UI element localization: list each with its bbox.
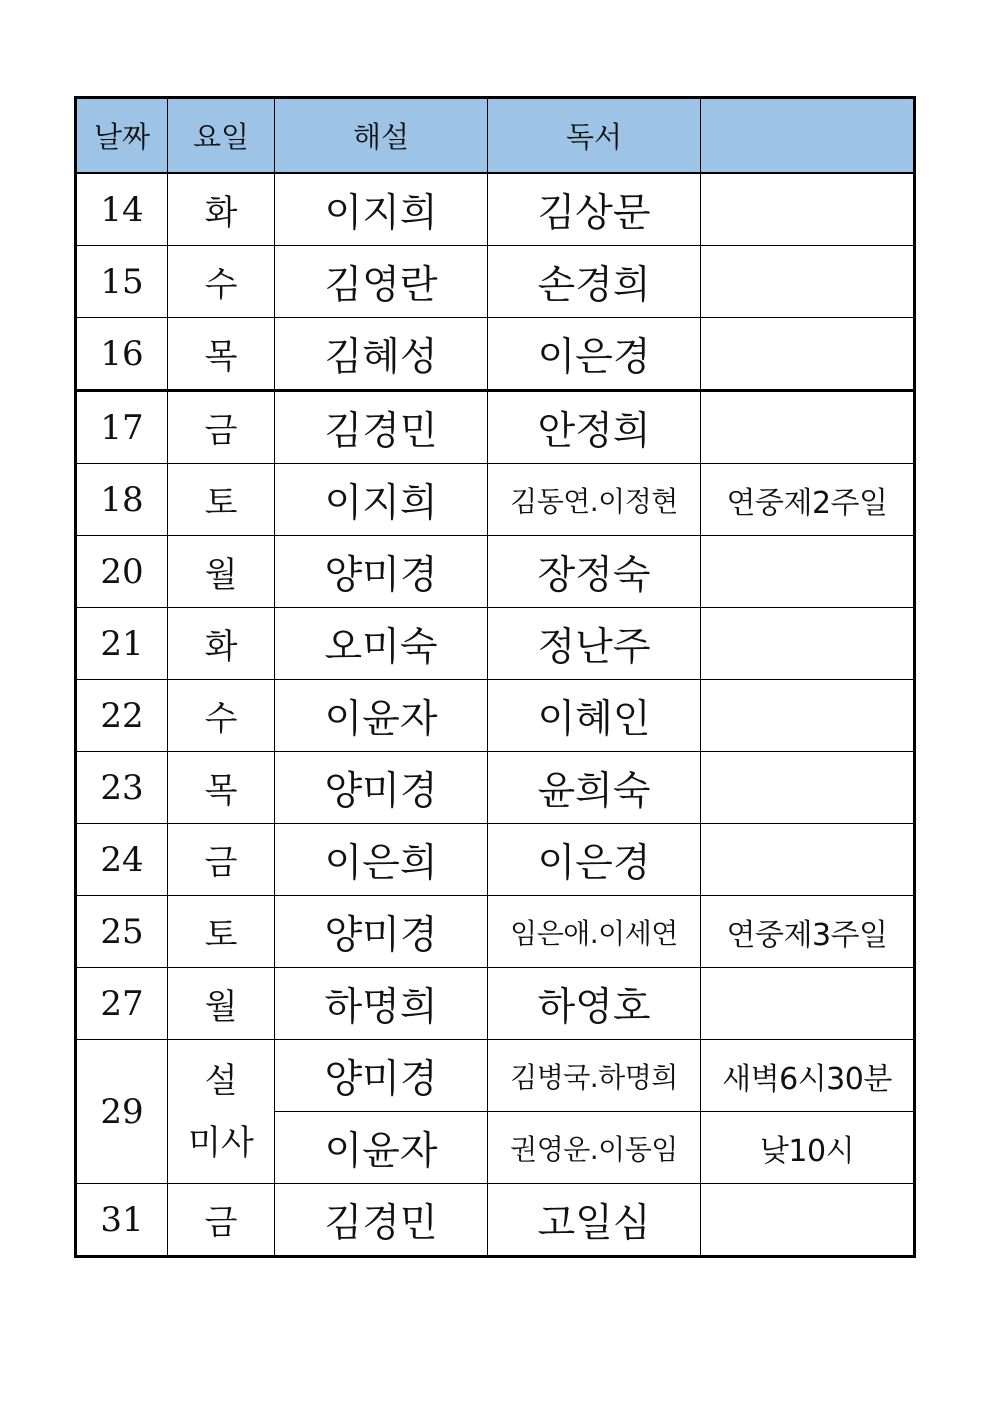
note-cell bbox=[701, 608, 915, 680]
note-cell bbox=[701, 752, 915, 824]
note-cell bbox=[701, 246, 915, 318]
note-cell: 새벽6시30분 bbox=[701, 1040, 915, 1112]
reading-cell: 이혜인 bbox=[488, 680, 701, 752]
table-row bbox=[76, 608, 915, 680]
table-row bbox=[76, 752, 915, 824]
date-cell: 15 bbox=[76, 246, 168, 318]
day-cell: 목 bbox=[168, 318, 275, 391]
reading-cell: 이은경 bbox=[488, 318, 701, 391]
note-cell bbox=[701, 318, 915, 391]
note-cell: 낮10시 bbox=[701, 1112, 915, 1184]
date-cell: 14 bbox=[76, 173, 168, 246]
note-cell bbox=[701, 391, 915, 464]
day-cell: 화 bbox=[168, 173, 275, 246]
note-cell bbox=[701, 1184, 915, 1257]
commentary-cell: 이지희 bbox=[275, 464, 488, 536]
day-line-1: 설 bbox=[204, 1060, 238, 1101]
day-cell: 금 bbox=[168, 824, 275, 896]
date-cell: 21 bbox=[76, 608, 168, 680]
day-cell: 수 bbox=[168, 246, 275, 318]
reading-cell: 김동연.이정현 bbox=[488, 464, 701, 536]
reading-cell: 김병국.하명희 bbox=[488, 1040, 701, 1112]
reading-cell: 윤희숙 bbox=[488, 752, 701, 824]
date-cell: 25 bbox=[76, 896, 168, 968]
day-cell: 토 bbox=[168, 464, 275, 536]
commentary-cell: 양미경 bbox=[275, 896, 488, 968]
note-cell bbox=[701, 968, 915, 1040]
table-row bbox=[76, 824, 915, 896]
note-cell: 연중제3주일 bbox=[701, 896, 915, 968]
date-cell: 22 bbox=[76, 680, 168, 752]
header-reading: 독서 bbox=[488, 98, 701, 174]
table-row bbox=[76, 318, 915, 391]
schedule-table bbox=[74, 96, 916, 1258]
commentary-cell: 김경민 bbox=[275, 1184, 488, 1257]
commentary-cell: 오미숙 bbox=[275, 608, 488, 680]
date-cell: 20 bbox=[76, 536, 168, 608]
header-note bbox=[701, 98, 915, 174]
day-line-2: 미사 bbox=[188, 1122, 254, 1163]
table-row bbox=[76, 391, 915, 464]
table-row bbox=[76, 246, 915, 318]
date-cell: 27 bbox=[76, 968, 168, 1040]
day-cell: 금 bbox=[168, 391, 275, 464]
commentary-cell: 양미경 bbox=[275, 752, 488, 824]
header-commentary: 해설 bbox=[275, 98, 488, 174]
note-cell bbox=[701, 536, 915, 608]
commentary-cell: 이지희 bbox=[275, 173, 488, 246]
commentary-cell: 김경민 bbox=[275, 391, 488, 464]
date-cell: 29 bbox=[76, 1040, 168, 1184]
commentary-cell: 이은희 bbox=[275, 824, 488, 896]
reading-cell: 하영호 bbox=[488, 968, 701, 1040]
note-cell bbox=[701, 680, 915, 752]
date-cell: 16 bbox=[76, 318, 168, 391]
reading-cell: 권영운.이동임 bbox=[488, 1112, 701, 1184]
header-row bbox=[76, 98, 915, 174]
reading-cell: 손경희 bbox=[488, 246, 701, 318]
commentary-cell: 양미경 bbox=[275, 1040, 488, 1112]
date-cell: 17 bbox=[76, 391, 168, 464]
reading-cell: 안정희 bbox=[488, 391, 701, 464]
commentary-cell: 김혜성 bbox=[275, 318, 488, 391]
table-row bbox=[76, 968, 915, 1040]
day-cell: 수 bbox=[168, 680, 275, 752]
reading-cell: 정난주 bbox=[488, 608, 701, 680]
table-row bbox=[76, 680, 915, 752]
commentary-cell: 양미경 bbox=[275, 536, 488, 608]
date-cell: 24 bbox=[76, 824, 168, 896]
reading-cell: 장정숙 bbox=[488, 536, 701, 608]
table-row bbox=[76, 896, 915, 968]
table-row bbox=[76, 464, 915, 536]
reading-cell: 김상문 bbox=[488, 173, 701, 246]
note-cell: 연중제2주일 bbox=[701, 464, 915, 536]
day-cell bbox=[168, 1040, 275, 1184]
commentary-cell: 이윤자 bbox=[275, 1112, 488, 1184]
day-cell: 금 bbox=[168, 1184, 275, 1257]
date-cell: 23 bbox=[76, 752, 168, 824]
day-cell: 토 bbox=[168, 896, 275, 968]
special-row-first bbox=[76, 1040, 915, 1112]
day-cell: 목 bbox=[168, 752, 275, 824]
reading-cell: 임은애.이세연 bbox=[488, 896, 701, 968]
table-row bbox=[76, 536, 915, 608]
header-date: 날짜 bbox=[76, 98, 168, 174]
reading-cell: 이은경 bbox=[488, 824, 701, 896]
day-cell: 월 bbox=[168, 536, 275, 608]
reading-cell: 고일심 bbox=[488, 1184, 701, 1257]
commentary-cell: 하명희 bbox=[275, 968, 488, 1040]
table-row bbox=[76, 1184, 915, 1257]
day-cell: 월 bbox=[168, 968, 275, 1040]
note-cell bbox=[701, 173, 915, 246]
commentary-cell: 김영란 bbox=[275, 246, 488, 318]
header-day: 요일 bbox=[168, 98, 275, 174]
commentary-cell: 이윤자 bbox=[275, 680, 488, 752]
day-cell: 화 bbox=[168, 608, 275, 680]
note-cell bbox=[701, 824, 915, 896]
date-cell: 18 bbox=[76, 464, 168, 536]
table-row bbox=[76, 173, 915, 246]
date-cell: 31 bbox=[76, 1184, 168, 1257]
